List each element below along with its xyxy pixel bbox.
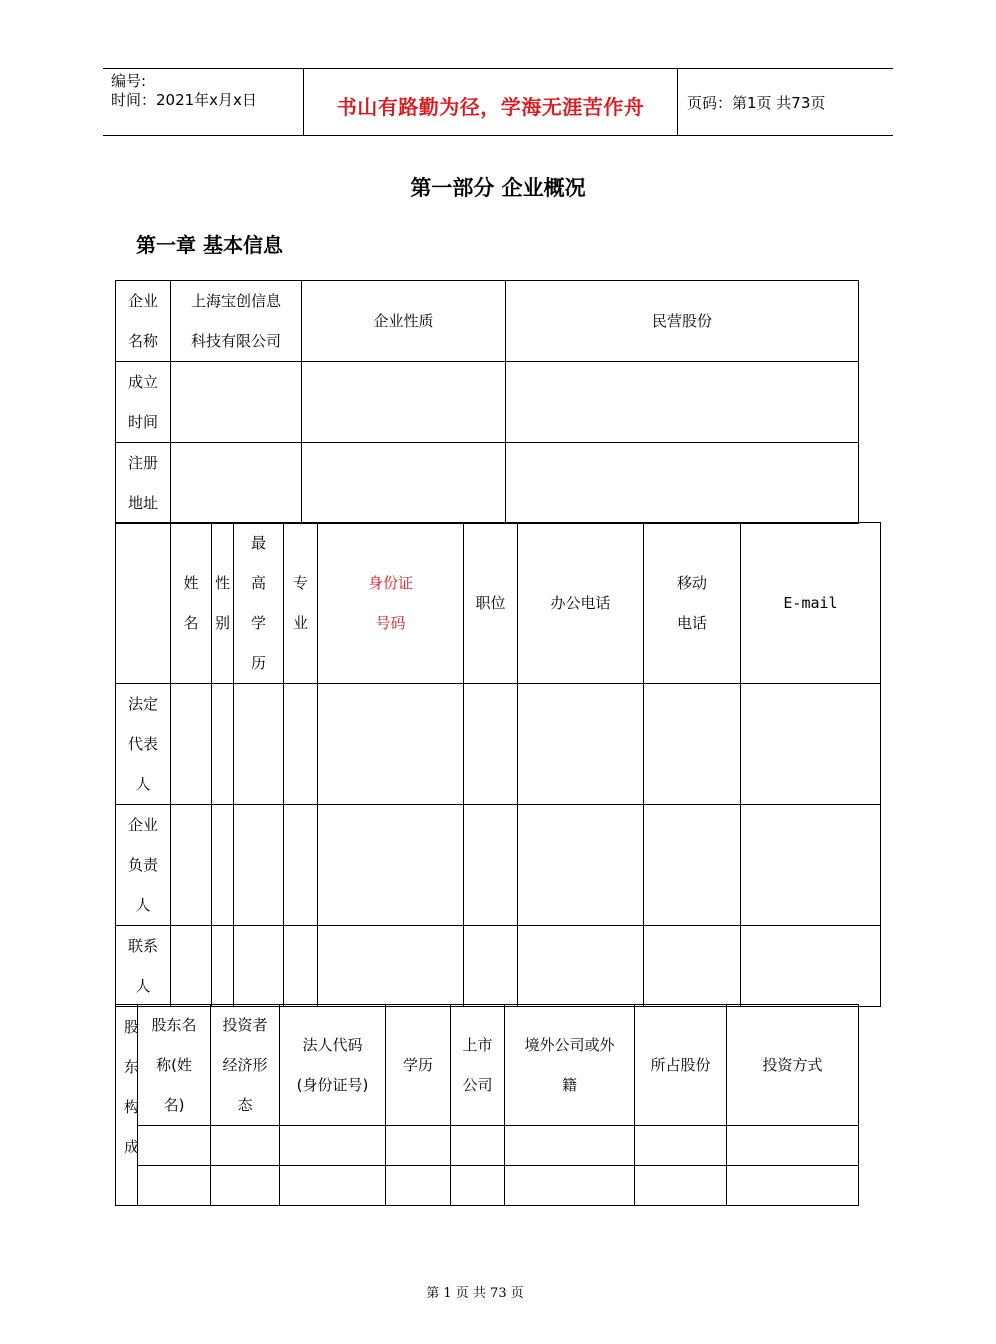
code-label: 编号: (111, 72, 147, 90)
row-label-line: 联系 (127, 937, 158, 955)
table-row (116, 1166, 859, 1206)
header-line: 别 (214, 614, 230, 632)
header-line: 性 (214, 574, 230, 592)
empty-cell[interactable] (234, 926, 284, 1007)
side-label-line: 成 (124, 1138, 140, 1156)
header-line: 学 (250, 614, 266, 632)
header-id-number (318, 523, 464, 684)
row-label-line: 代表 (127, 735, 158, 753)
table-row (116, 362, 859, 443)
name-label-line: 企业 (127, 292, 158, 310)
header-gender (212, 523, 234, 684)
basic-info-table (115, 280, 859, 524)
founded-cell[interactable] (171, 362, 302, 443)
shareholder-table (115, 1004, 859, 1206)
empty-cell[interactable] (386, 1166, 451, 1206)
empty-cell[interactable] (741, 926, 881, 1007)
empty-cell[interactable] (318, 805, 464, 926)
empty-cell[interactable] (644, 805, 741, 926)
empty-cell (116, 523, 171, 684)
founded-label-cell (116, 362, 171, 443)
header-overseas (505, 1005, 635, 1126)
empty-cell[interactable] (727, 1126, 859, 1166)
empty-cell[interactable] (386, 1126, 451, 1166)
header-line: 经济形 (222, 1056, 268, 1074)
empty-cell[interactable] (505, 1166, 635, 1206)
empty-cell[interactable] (635, 1166, 727, 1206)
header-top-rule (103, 68, 893, 69)
header-mobile (644, 523, 741, 684)
motto: 书山有路勤为径，学海无涯苦作舟 (336, 95, 645, 119)
page-footer: 第 1 页 共 73 页 (426, 1286, 524, 1301)
header-line: 高 (250, 574, 266, 592)
empty-cell[interactable] (464, 684, 518, 805)
table-row (116, 684, 881, 805)
empty-cell[interactable] (302, 362, 506, 443)
empty-cell[interactable] (138, 1166, 211, 1206)
people-header-row (116, 523, 881, 684)
date-label: 时间：2021年x月x日 (111, 91, 257, 109)
row-label-contact (116, 926, 171, 1007)
header-legal-code (280, 1005, 386, 1126)
part-title: 第一部分 企业概况 (410, 176, 586, 200)
header-shareholder-name (138, 1005, 211, 1126)
nature-label-cell: 企业性质 (302, 281, 506, 362)
empty-cell[interactable] (464, 926, 518, 1007)
table-row (116, 1126, 859, 1166)
header-share: 所占股份 (635, 1005, 727, 1126)
side-label-line: 构 (124, 1098, 140, 1116)
shareholder-side-label (116, 1005, 138, 1206)
founded-label-line: 时间 (127, 413, 158, 431)
empty-cell[interactable] (284, 684, 318, 805)
row-label-line: 人 (135, 896, 151, 914)
address-label-line: 注册 (127, 454, 158, 472)
address-label-cell (116, 443, 171, 524)
name-value-line: 上海宝创信息 (190, 292, 281, 310)
name-value-cell[interactable] (171, 281, 302, 362)
name-label-cell (116, 281, 171, 362)
table-row (116, 926, 881, 1007)
empty-cell[interactable] (212, 684, 234, 805)
nature-value-cell[interactable]: 民营股份 (506, 281, 859, 362)
header-name (171, 523, 212, 684)
empty-cell[interactable] (234, 684, 284, 805)
header-bottom-rule (103, 135, 893, 136)
header-listed (451, 1005, 505, 1126)
address-label-line: 地址 (127, 494, 158, 512)
empty-cell[interactable] (644, 684, 741, 805)
row-label-line: 负责 (127, 856, 158, 874)
empty-cell[interactable] (212, 805, 234, 926)
people-table (115, 522, 881, 1007)
table-row (116, 281, 859, 362)
header-line: 移动 (676, 574, 707, 592)
shareholder-header-row (116, 1005, 859, 1126)
row-label-manager (116, 805, 171, 926)
empty-cell[interactable] (212, 926, 234, 1007)
header-line: 公司 (462, 1076, 493, 1094)
header-email: E-mail (741, 523, 881, 684)
header-line: 上市 (462, 1036, 493, 1054)
empty-cell[interactable] (518, 684, 644, 805)
empty-cell[interactable] (302, 443, 506, 524)
empty-cell[interactable] (518, 926, 644, 1007)
empty-cell[interactable] (518, 805, 644, 926)
empty-cell[interactable] (464, 805, 518, 926)
empty-cell[interactable] (171, 805, 212, 926)
header-line: 历 (250, 654, 266, 672)
empty-cell[interactable] (635, 1126, 727, 1166)
header-education (234, 523, 284, 684)
header-line: 境外公司或外 (524, 1036, 615, 1054)
header-line: 股东名 (151, 1016, 197, 1034)
header-office-phone: 办公电话 (518, 523, 644, 684)
header-line: 姓 (183, 574, 199, 592)
empty-cell[interactable] (211, 1166, 280, 1206)
header-position: 职位 (464, 523, 518, 684)
page-info: 页码：第1页 共73页 (687, 94, 826, 112)
founded-label-line: 成立 (127, 373, 158, 391)
header-line: 投资者 (222, 1016, 268, 1034)
header-line: 法人代码 (302, 1036, 363, 1054)
row-label-line: 企业 (127, 816, 158, 834)
header-line: 身份证 (367, 574, 413, 592)
empty-cell[interactable] (741, 805, 881, 926)
empty-cell[interactable] (506, 362, 859, 443)
empty-cell[interactable] (727, 1166, 859, 1206)
empty-cell[interactable] (318, 926, 464, 1007)
empty-cell[interactable] (741, 684, 881, 805)
header-line: 称(姓 (156, 1056, 192, 1074)
chapter-title: 第一章 基本信息 (136, 233, 283, 257)
header-line: 名 (183, 614, 199, 632)
empty-cell[interactable] (318, 684, 464, 805)
header-line: 最 (250, 534, 266, 552)
empty-cell[interactable] (138, 1126, 211, 1166)
empty-cell[interactable] (284, 805, 318, 926)
empty-cell[interactable] (280, 1166, 386, 1206)
empty-cell[interactable] (280, 1126, 386, 1166)
row-label-line: 法定 (127, 695, 158, 713)
empty-cell[interactable] (451, 1166, 505, 1206)
row-label-line: 人 (135, 977, 151, 995)
header-line: 名) (163, 1096, 185, 1114)
header-investor-type (211, 1005, 280, 1126)
header-line: 态 (237, 1096, 253, 1114)
empty-cell[interactable] (171, 684, 212, 805)
header-line: 业 (292, 614, 308, 632)
table-row (116, 443, 859, 524)
header-education: 学历 (386, 1005, 451, 1126)
side-label-line: 股 (124, 1018, 140, 1036)
header-line: 专 (292, 574, 308, 592)
empty-cell[interactable] (171, 926, 212, 1007)
empty-cell[interactable] (234, 805, 284, 926)
header-divider-right (677, 68, 678, 136)
name-value-line: 科技有限公司 (190, 332, 281, 350)
header-major (284, 523, 318, 684)
header-invest-method: 投资方式 (727, 1005, 859, 1126)
address-cell[interactable] (171, 443, 302, 524)
table-row (116, 805, 881, 926)
header-line: 号码 (375, 614, 406, 632)
empty-cell[interactable] (284, 926, 318, 1007)
empty-cell[interactable] (211, 1126, 280, 1166)
header-line: 籍 (561, 1076, 577, 1094)
empty-cell[interactable] (505, 1126, 635, 1166)
empty-cell[interactable] (451, 1126, 505, 1166)
row-label-legal-rep (116, 684, 171, 805)
empty-cell[interactable] (506, 443, 859, 524)
header-line: (身份证号) (296, 1076, 369, 1094)
empty-cell[interactable] (644, 926, 741, 1007)
row-label-line: 人 (135, 775, 151, 793)
side-label-line: 东 (124, 1058, 140, 1076)
header-line: 电话 (676, 614, 707, 632)
name-label-line: 名称 (127, 332, 158, 350)
